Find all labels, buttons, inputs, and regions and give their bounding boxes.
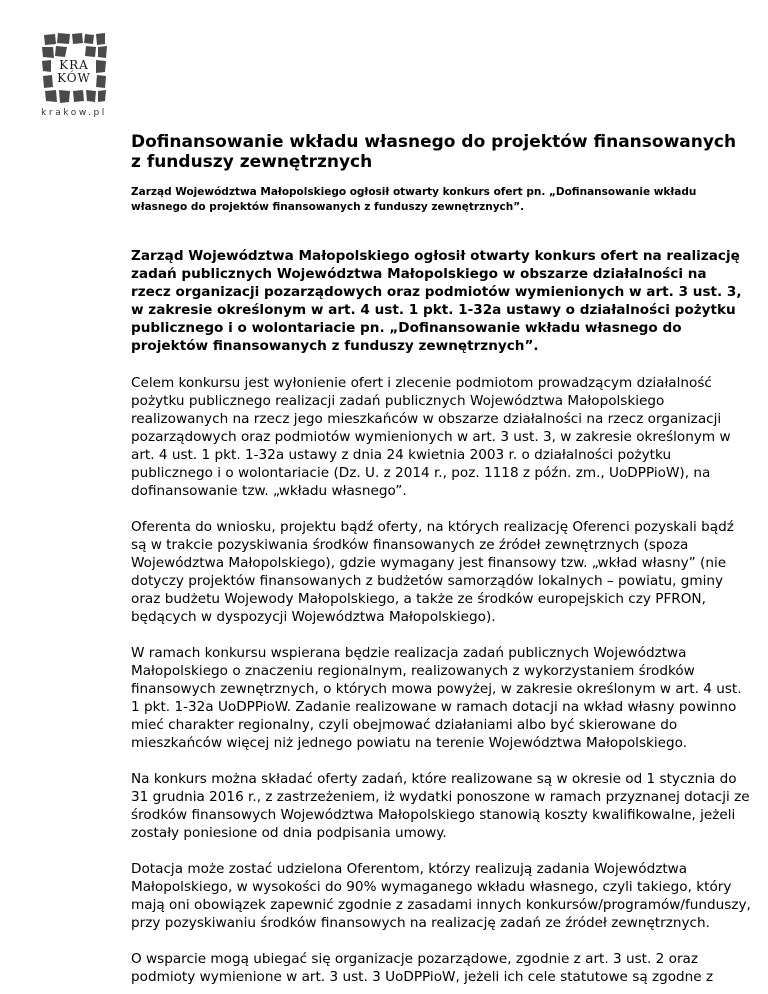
body-paragraph-4: Na konkurs można składać oferty zadań, które realizowane są w okresie od 1 stycznia do 31 grudnia 2016 r., z zastrzeżeniem, iż wydatki ponoszone w ramach przyznanej dotacji ze środków finansowych Województwa Małopolskiego stanowią koszty kwalifikowalne, jeżeli zostały poniesione od dnia podpisania umowy. [131,771,750,841]
logo-wordmark [41,59,107,85]
body-paragraph-2: Oferenta do wniosku, projektu bądź oferty, na których realizację Oferenci pozyskali bądź są w trakcie pozyskiwania środków finansowanych ze źródeł zewnętrznych (spoza Województwa Małopolskiego), gdzie wymagany jest finansowy tzw. „wkład własny” (nie dotyczy projektów finansowanych z budżetów samorządów lokalnych – powiatu, gminy oraz budżetu Wojewody Małopolskiego, a także ze środków europejskich czy PFRON, będących w dyspozycji Województwa Małopolskiego). [131,519,734,625]
document-content [131,132,751,986]
document-subtitle: Zarząd Województwa Małopolskiego ogłosił otwarty konkurs ofert pn. „Dofinansowanie wkładu własnego do projektów finansowanych z funduszy zewnętrznych”. [131,186,697,213]
krakow-logo [41,32,107,120]
lead-paragraph: Zarząd Województwa Małopolskiego ogłosił otwarty konkurs ofert na realizację zadań publicznych Województwa Małopolskiego w obszarze działalności na rzecz organizacji pozarządowych oraz podmiotów wymienionych w art. 3 ust. 3, w zakresie określonym w art. 4 ust. 1 pkt. 1-32a ustawy o działalności pożytku publicznego i o wolontariacie pn. „Dofinansowanie wkładu własnego do projektów finansowanych z funduszy zewnętrznych”. [131,248,742,354]
logo-url: krakow.pl [41,108,107,118]
logo-line-1: KRA [59,58,89,72]
body-paragraph-6: O wsparcie mogą ubiegać się organizacje pozarządowe, zgodnie z art. 3 ust. 2 oraz podmioty wymienione w art. 3 ust. 3 UoDPPioW, jeżeli ich cele statutowe są zgodne z [131,951,714,985]
body-paragraph-5: Dotacja może zostać udzielona Oferentom, którzy realizują zadania Województwa Małopolskiego, w wysokości do 90% wymaganego wkładu własnego, czyli takiego, który mają oni obowiązek zapewnić zgodnie z zasadami innych konkursów/programów/funduszy, przy pozyskiwaniu środków finansowych na realizację zadań ze źródeł zewnętrznych. [131,861,751,931]
body-paragraph-3: W ramach konkursu wspierana będzie realizacja zadań publicznych Województwa Małopolskiego o znaczeniu regionalnym, realizowanych z wykorzystaniem środków finansowych zewnętrznych, o których mowa powyżej, w zakresie określonym w art. 4 ust. 1 pkt. 1-32a UoDPPioW. Zadanie realizowane w ramach dotacji na wkład własny powinno mieć charakter regionalny, czyli obejmować działaniami albo być skierowane do mieszkańców więcej niż jednego powiatu na terenie Województwa Małopolskiego. [131,645,742,751]
body-paragraph-1: Celem konkursu jest wyłonienie ofert i zlecenie podmiotom prowadzącym działalność pożytku publicznego realizacji zadań publicznych Województwa Małopolskiego realizowanych na rzecz jego mieszkańców w obszarze działalności na rzecz organizacji pozarządowych oraz podmiotów wymienionych w art. 3 ust. 3, w zakresie określonym w art. 4 ust. 1 pkt. 1-32a ustawy z dnia 24 kwietnia 2003 r. o działalności pożytku publicznego i o wolontariacie (Dz. U. z 2014 r., poz. 1118 z późn. zm., UoDPPioW), na dofinansowanie tzw. „wkładu własnego”. [131,375,731,499]
document-title: Dofinansowanie wkładu własnego do projektów finansowanych z funduszy zewnętrznych [131,132,737,172]
logo-line-2: KÓW [57,71,91,85]
